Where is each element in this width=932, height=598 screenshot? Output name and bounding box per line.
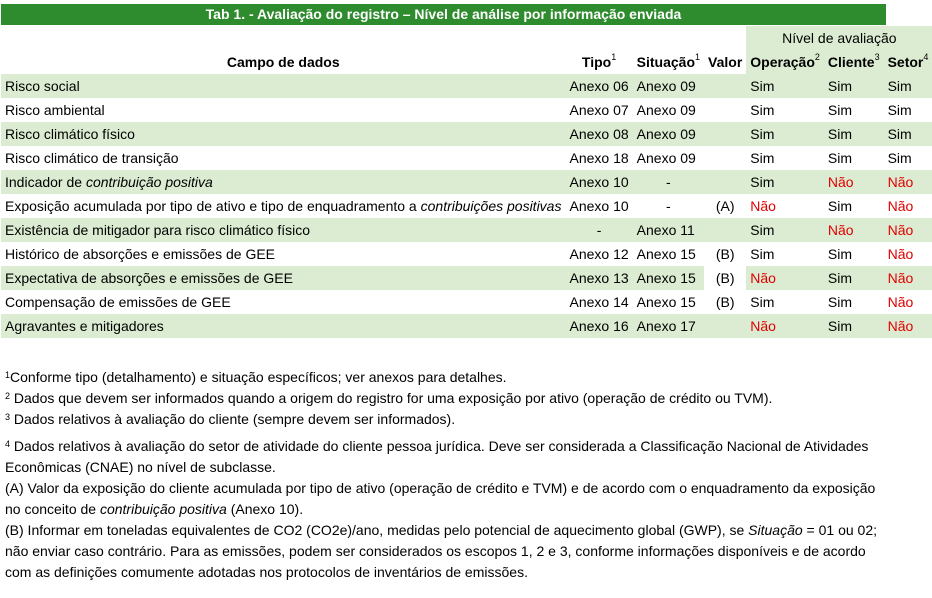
table-row	[1, 74, 932, 98]
cell-situacao: Anexo 09	[636, 102, 696, 118]
header-situacao: Situação$^1$	[636, 52, 701, 70]
cell-campo: Expectativa de absorções e emissões de GEE	[1, 266, 565, 290]
cell-operacao: Sim	[750, 246, 775, 262]
cell-campo: Agravantes e mitigadores	[1, 314, 565, 338]
cell-valor: (B)	[715, 294, 735, 310]
cell-tipo: -	[565, 218, 632, 242]
cell-valor: (A)	[715, 197, 735, 214]
cell-setor: Não	[884, 314, 932, 338]
table-row	[1, 146, 932, 170]
cell-valor	[704, 218, 746, 242]
cell-setor: Não	[884, 218, 932, 242]
table-row	[1, 98, 932, 122]
cell-valor: (B)	[715, 246, 735, 262]
footnote-3: $^3$ Dados relativos à avaliação do cliente (sempre devem ser informados).	[5, 411, 456, 427]
note-a: (A) Valor da exposição do cliente acumulada por tipo de ativo (operação de crédito e TVM) e de acordo com o enquadramento da exposição no conceito de contribuição positiva (Anexo 10).	[5, 480, 876, 517]
footnotes	[5, 367, 885, 583]
cell-cliente: Sim	[827, 102, 853, 118]
cell-situacao: Anexo 17	[633, 314, 704, 338]
header-tipo: Tipo$^1$	[581, 52, 617, 70]
cell-operacao: Sim	[746, 218, 824, 242]
cell-operacao: Não	[750, 197, 776, 214]
table-row	[1, 194, 932, 218]
cell-setor: Sim	[887, 102, 912, 118]
cell-setor: Não	[887, 246, 914, 262]
cell-cliente: Sim	[827, 246, 853, 262]
header-campo: Campo de dados	[226, 54, 340, 70]
cell-campo: Risco climático físico	[1, 122, 565, 146]
table-row	[1, 218, 932, 242]
header-row-group	[1, 26, 932, 50]
cell-valor	[704, 314, 746, 338]
table-row	[1, 266, 932, 290]
cell-valor	[704, 74, 746, 98]
cell-operacao: Não	[746, 314, 824, 338]
cell-tipo: Anexo 08	[565, 122, 632, 146]
cell-cliente: Não	[824, 218, 884, 242]
cell-campo: Indicador de contribuição positiva	[1, 170, 565, 194]
cell-situacao: Anexo 15	[633, 266, 704, 290]
cell-setor: Sim	[887, 150, 912, 166]
cell-operacao: Sim	[750, 102, 775, 118]
footnote-4: $^4$ Dados relativos à avaliação do setor de atividade do cliente pessoa jurídica. Deve ser considerada a Classificação Nacional de Atividades Econômicas (CNAE) no nível de subclasse.	[5, 438, 869, 475]
cell-cliente: Sim	[827, 294, 853, 310]
table-row	[1, 290, 932, 314]
cell-setor: Não	[884, 266, 932, 290]
cell-valor	[704, 170, 746, 194]
cell-situacao: -	[633, 170, 704, 194]
cell-cliente: Sim	[824, 74, 884, 98]
header-nivel: Nível de avaliação	[746, 26, 932, 50]
cell-campo: Exposição acumulada por tipo de ativo e tipo de enquadramento a contribuições positivas	[5, 197, 562, 214]
header-valor: Valor	[708, 54, 743, 70]
cell-campo: Compensação de emissões de GEE	[5, 294, 231, 310]
cell-campo: Risco social	[1, 74, 565, 98]
cell-tipo: Anexo 06	[565, 74, 632, 98]
cell-tipo: Anexo 16	[565, 314, 632, 338]
cell-setor: Não	[887, 294, 914, 310]
cell-valor	[704, 146, 746, 170]
table-row	[1, 170, 932, 194]
cell-campo: Histórico de absorções e emissões de GEE	[5, 246, 276, 262]
cell-valor	[704, 98, 746, 122]
cell-setor: Sim	[884, 74, 932, 98]
evaluation-table	[1, 26, 932, 338]
cell-setor: Sim	[884, 122, 932, 146]
cell-tipo: Anexo 10	[569, 197, 629, 214]
cell-valor: (B)	[704, 266, 746, 290]
cell-situacao: Anexo 15	[636, 246, 696, 262]
cell-situacao: Anexo 09	[636, 150, 696, 166]
cell-valor	[704, 122, 746, 146]
cell-tipo: Anexo 10	[565, 170, 632, 194]
cell-tipo: Anexo 18	[569, 150, 629, 166]
cell-operacao: Sim	[746, 170, 824, 194]
cell-campo: Risco climático de transição	[5, 150, 179, 166]
cell-operacao: Sim	[750, 150, 775, 166]
cell-situacao: Anexo 09	[633, 122, 704, 146]
table-row	[1, 122, 932, 146]
footnote-1: $^1$Conforme tipo (detalhamento) e situação específicos; ver anexos para detalhes.	[5, 369, 507, 385]
footnote-2: $^2$ Dados que devem ser informados quando a origem do registro for uma exposição por ativo (operação de crédito ou TVM).	[5, 390, 773, 406]
cell-setor: Não	[884, 170, 932, 194]
cell-cliente: Sim	[827, 150, 853, 166]
header-setor: Setor$^4$	[884, 50, 932, 74]
cell-campo: Existência de mitigador para risco climático físico	[1, 218, 565, 242]
cell-cliente: Sim	[824, 266, 884, 290]
cell-situacao: Anexo 11	[633, 218, 704, 242]
cell-tipo: Anexo 14	[569, 294, 629, 310]
header-cliente: Cliente$^3$	[824, 50, 884, 74]
cell-campo: Risco ambiental	[5, 102, 105, 118]
cell-cliente: Sim	[827, 197, 853, 214]
note-b: (B) Informar em toneladas equivalentes de CO2 (CO2e)/ano, medidas pelo potencial de aquecimento global (GWP), se Situação = 01 ou 02; não enviar caso contrário. Para as emissões, podem ser considerados os escopos 1, 2 e 3, conforme informações disponíveis e de acordo com as definições comumente adotadas nos protocolos de inventários de emissões.	[5, 522, 877, 580]
header-operacao: Operação$^2$	[746, 50, 824, 74]
cell-cliente: Não	[824, 170, 884, 194]
cell-operacao: Sim	[746, 122, 824, 146]
cell-situacao: Anexo 15	[636, 294, 696, 310]
cell-tipo: Anexo 07	[569, 102, 629, 118]
cell-cliente: Sim	[824, 314, 884, 338]
table-title: Tab 1. - Avaliação do registro – Nível de análise por informação enviada	[1, 4, 886, 25]
cell-situacao: -	[666, 197, 671, 214]
cell-tipo: Anexo 12	[569, 246, 629, 262]
cell-setor: Não	[887, 197, 914, 214]
cell-cliente: Sim	[824, 122, 884, 146]
cell-operacao: Sim	[746, 74, 824, 98]
cell-operacao: Não	[746, 266, 824, 290]
cell-situacao: Anexo 09	[633, 74, 704, 98]
table-row	[1, 314, 932, 338]
table-row	[1, 242, 932, 266]
cell-operacao: Sim	[750, 294, 775, 310]
cell-tipo: Anexo 13	[565, 266, 632, 290]
